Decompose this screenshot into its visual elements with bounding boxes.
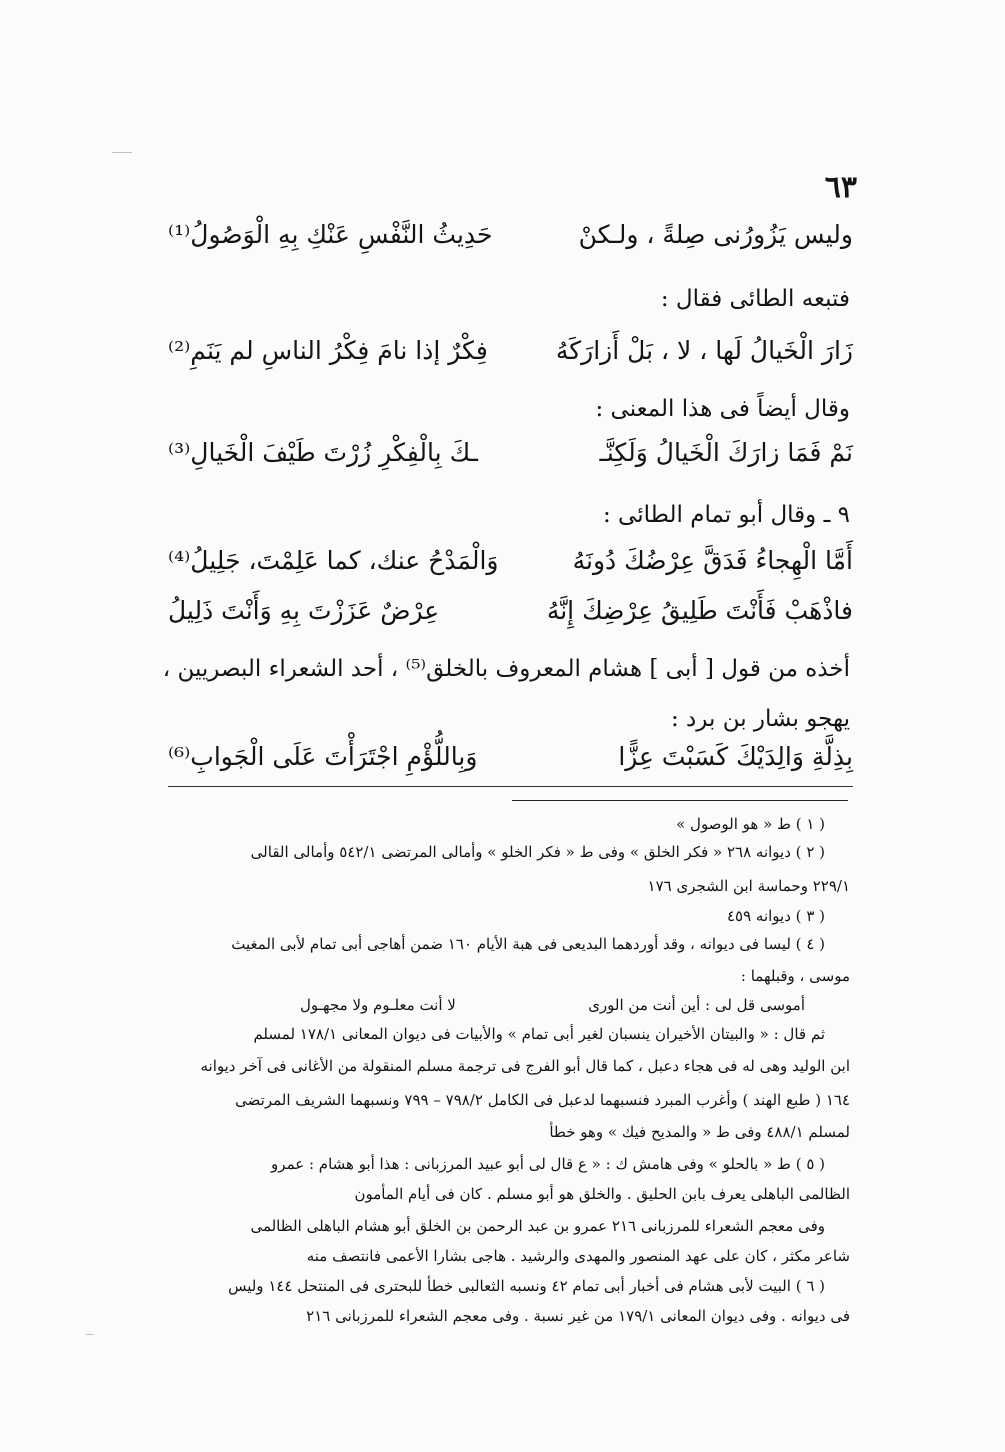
footnote-line: شاعر مكثر ، كان على عهد المنصور والمهدى والرشيد . هاجى بشارا الأعمى فانتصف منه (306, 1247, 850, 1265)
footnote-line: ثم قال : « والبيتان الأخيران ينسبان لغير أبى تمام » والأبيات فى ديوان المعانى ١٧٨/١ لمسلم (253, 1025, 825, 1043)
footnote-line: ( ٥ ) ط « بالحلو » وفى هامش ك : « ع قال لى أبو عبيد المرزبانى : هذا أبو هشام : عمرو (271, 1155, 825, 1173)
footnote-line: وفى معجم الشعراء للمرزبانى ٢١٦ عمرو بن عبد الرحمن بن الخلق أبو هشام الباهلى الظالمى (250, 1217, 825, 1235)
verse-line (168, 742, 853, 787)
verse-second-hemistich: وَالْمَدْحُ عنك، كما عَلِمْتَ، جَلِيلُ⁽⁴⁾ (168, 546, 499, 575)
footnote-line: فى ديوانه . وفى ديوان المعانى ١٧٩/١ من غير نسبة . وفى معجم الشعراء للمرزبانى ٢١٦ (306, 1307, 850, 1325)
prose-line: أخذه من قول [ أبى ] هشام المعروف بالخلق⁽⁵⁾ ، أحد الشعراء البصريين ، (162, 656, 850, 682)
verse-first-hemistich: نَمْ فَمَا زارَكَ الْخَيالُ وَلَكِنَّـ (599, 438, 853, 467)
page-number: ٦٣ (824, 170, 857, 205)
couplet-second-hemistich: لا أنت معلـوم ولا مجهـول (300, 996, 456, 1014)
verse-introduction: فتبعه الطائى فقال : (660, 286, 850, 312)
verse-line (168, 336, 853, 380)
verse-introduction: وقال أيضاً فى هذا المعنى : (595, 396, 850, 422)
verse-first-hemistich: وليس يَزُورُنى صِلةً ، ولـكنْ (578, 220, 853, 249)
verse-first-hemistich: أَمَّا الْهِجاءُ فَدَقَّ عِرْضُكَ دُونَهُ (572, 546, 853, 575)
verse-line (168, 546, 853, 590)
footnote-line: الظالمى الباهلى يعرف بابن الحليق . والخلق هو أبو مسلم . كان فى أيام المأمون (354, 1185, 850, 1203)
couplet-first-hemistich: أموسى قل لى : أين أنت من الورى (588, 996, 805, 1014)
verse-second-hemistich: حَدِيثُ النَّفْسِ عَنْكِ بِهِ الْوَصُولُ⁽¹⁾ (168, 220, 493, 249)
verse-line (168, 438, 853, 482)
verse-second-hemistich: فِكْرٌ إذا نامَ فِكْرُ الناسِ لم يَنَمِ⁽²⁾ (168, 336, 488, 365)
footnote-line: ( ٢ ) ديوانه ٢٦٨ « فكر الخلق » وفى ط « فكر الخلو » وأمالى المرتضى ٥٤٢/١ وأمالى القالى (250, 843, 825, 861)
footnote-line: ٢٢٩/١ وحماسة ابن الشجرى ١٧٦ (647, 877, 850, 895)
verse-second-hemistich: وَبِاللُّؤْمِ اجْتَرَأْتَ عَلَى الْجَوابِ⁽⁶⁾ (168, 742, 478, 771)
footnote-line: ( ٦ ) البيت لأبى هشام فى أخبار أبى تمام ٤٢ ونسبه الثعالبى خطأ للبحترى فى المنتحل ١٤٤ وليس (228, 1277, 825, 1295)
footnote-line: ( ١ ) ط « هو الوصول » (676, 815, 825, 833)
footnote-line: ( ٤ ) ليسا فى ديوانه ، وقد أوردهما البديعى فى هبة الأيام ١٦٠ ضمن أهاجى أبى تمام لأبى المغيث (231, 935, 825, 953)
footnote-line: ( ٣ ) ديوانه ٤٥٩ (726, 907, 825, 925)
verse-line (168, 220, 853, 264)
prose-line: يهجو بشار بن برد : (670, 706, 850, 732)
section-heading: ٩ ـ وقال أبو تمام الطائى : (603, 502, 850, 528)
footnote-line: موسى ، وقبلهما : (740, 967, 850, 985)
footnote-line: ١٦٤ ( طبع الهند ) وأغرب المبرد فنسبهما لدعبل فى الكامل ٧٩٨/٢ – ٧٩٩ ونسبهما الشريف المرتضى (235, 1091, 850, 1109)
footnote-couplet (300, 996, 805, 1018)
verse-second-hemistich: ـكَ بِالْفِكْرِ زُرْتَ طَيْفَ الْخَيالِ⁽³⁾ (168, 438, 478, 467)
verse-first-hemistich: فاذْهَبْ فَأَنْتَ طَلِيقُ عِرْضِكَ إِنَّهُ (546, 596, 853, 625)
verse-first-hemistich: بِذِلَّةِ وَالِدَيْكَ كَسَبْتَ عِزًّا (618, 742, 853, 771)
scan-speck (86, 1334, 94, 1335)
footnote-line: لمسلم ٤٨٨/١ وفى ط « والمديح فيك » وهو خطأ (549, 1123, 850, 1141)
scan-speck (112, 152, 132, 153)
verse-first-hemistich: زَارَ الْخَيالُ لَها ، لا ، بَلْ أَزارَكَهُ (555, 336, 853, 365)
footnote-divider (512, 800, 848, 801)
footnote-line: ابن الوليد وهى له فى هجاء دعبل ، كما قال أبو الفرج فى ترجمة مسلم المنقولة من الأغانى فى آخر ديوانه (200, 1057, 850, 1075)
verse-line (168, 596, 853, 640)
verse-second-hemistich: عِرْضٌ عَزَزْتَ بِهِ وَأَنْتَ ذَلِيلُ (168, 596, 440, 625)
